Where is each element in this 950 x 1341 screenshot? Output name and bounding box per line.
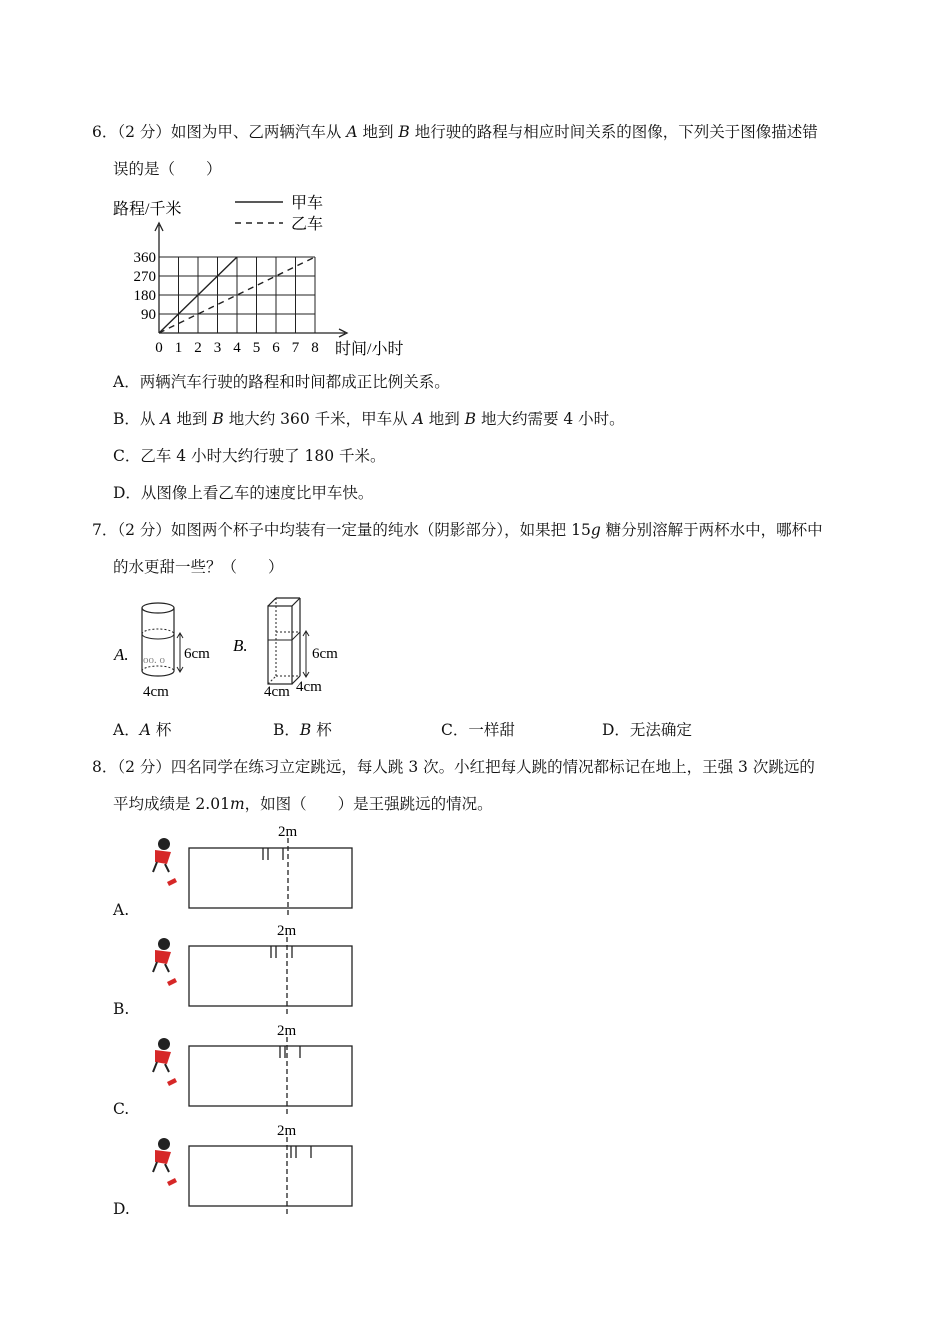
legend-label-yi: 乙车	[291, 216, 324, 233]
jumper-boy	[153, 938, 177, 986]
q8-option-c-label[interactable]: C.	[113, 1100, 130, 1118]
jumper-boy	[153, 1138, 177, 1186]
q7-stem-line2: 的水更甜一些？（ ）	[113, 558, 284, 576]
x-tick-label: 6	[272, 340, 280, 356]
x-tick-label: 1	[174, 340, 183, 356]
cup-b-depth-label: 4cm	[296, 679, 322, 695]
x-tick-label: 5	[252, 340, 261, 356]
chart-xlabel: 时间/小时	[335, 341, 404, 358]
q6-distance-time-chart	[105, 192, 425, 367]
jump-board	[189, 848, 352, 908]
y-tick-label: 270	[133, 269, 156, 285]
jump-board	[189, 1146, 352, 1206]
cup-a-water-pattern: oo. o	[143, 654, 165, 666]
two-meter-label: 2m	[277, 1023, 297, 1039]
q7-stem-line1: 7．（2 分）如图两个杯子中均装有一定量的纯水（阴影部分），如果把 15g 糖分别溶解于两杯水中，哪杯中	[92, 521, 823, 539]
q7-option-a[interactable]: A．A 杯	[113, 721, 172, 739]
q6-option-c[interactable]: C．乙车 4 小时大约行驶了 180 千米。	[113, 447, 386, 465]
q8-option-a-figure[interactable]	[135, 820, 395, 920]
chart-tick-labels	[134, 250, 319, 356]
q7-cups-figure	[108, 596, 368, 706]
q7-option-c[interactable]: C．一样甜	[441, 721, 515, 739]
x-tick-label: 8	[311, 340, 319, 356]
cup-a-height-label: 6cm	[184, 646, 210, 662]
chart-axes	[155, 223, 347, 337]
q8-stem-line1: 8．（2 分）四名同学在练习立定跳远，每人跳 3 次。小红把每人跳的情况都标记在地上，王强 3 次跳远的	[92, 758, 815, 776]
q6-option-b[interactable]: B．从 A 地到 B 地大约 360 千米，甲车从 A 地到 B 地大约需要 4 小时。	[113, 410, 625, 428]
cup-b-width-label: 4cm	[264, 684, 290, 700]
q6-option-d[interactable]: D．从图像上看乙车的速度比甲车快。	[113, 484, 374, 502]
q8-option-b-figure[interactable]	[135, 920, 395, 1020]
q8-stem-line2: 平均成绩是 2.01m，如图（ ）是王强跳远的情况。	[113, 795, 493, 813]
q8-option-d-figure[interactable]	[135, 1120, 395, 1220]
fig-a-label: A.	[114, 645, 129, 664]
q6-stem-line1: 6．（2 分）如图为甲、乙两辆汽车从 A 地到 B 地行驶的路程与相应时间关系的图像，下列关于图像描述错	[92, 123, 818, 141]
q8-option-d-label[interactable]: D.	[113, 1200, 130, 1218]
jump-board	[189, 1046, 352, 1106]
x-tick-label: 7	[291, 340, 300, 356]
cup-b-height-label: 6cm	[312, 646, 338, 662]
cuboid-cup-b	[233, 598, 338, 700]
fig-b-label: B.	[233, 636, 248, 655]
q7-option-d[interactable]: D．无法确定	[602, 721, 692, 739]
q6-option-a[interactable]: A．两辆汽车行驶的路程和时间都成正比例关系。	[113, 373, 450, 391]
x-tick-label: 4	[233, 340, 241, 356]
q7-option-b[interactable]: B．B 杯	[273, 721, 332, 739]
y-tick-label: 90	[141, 307, 156, 323]
q8-option-c-figure[interactable]	[135, 1020, 395, 1120]
y-tick-label: 180	[133, 288, 156, 304]
legend-label-jia: 甲车	[291, 195, 324, 212]
cylinder-cup-a	[113, 603, 210, 700]
two-meter-label: 2m	[277, 1123, 297, 1139]
x-tick-label: 3	[213, 340, 222, 356]
q6-stem-line2: 误的是（ ）	[113, 160, 222, 178]
two-meter-label: 2m	[277, 923, 297, 939]
chart-ylabel: 路程/千米	[113, 201, 182, 218]
x-tick-label: 2	[194, 340, 202, 356]
y-tick-label: 360	[133, 250, 156, 266]
x-tick-label: 0	[155, 340, 163, 356]
q8-option-a-label[interactable]: A.	[113, 901, 130, 919]
cup-a-width-label: 4cm	[143, 684, 169, 700]
jumper-boy	[153, 838, 177, 886]
jumper-boy	[153, 1038, 177, 1086]
two-meter-label: 2m	[278, 824, 298, 840]
q8-option-b-label[interactable]: B.	[113, 1000, 130, 1018]
